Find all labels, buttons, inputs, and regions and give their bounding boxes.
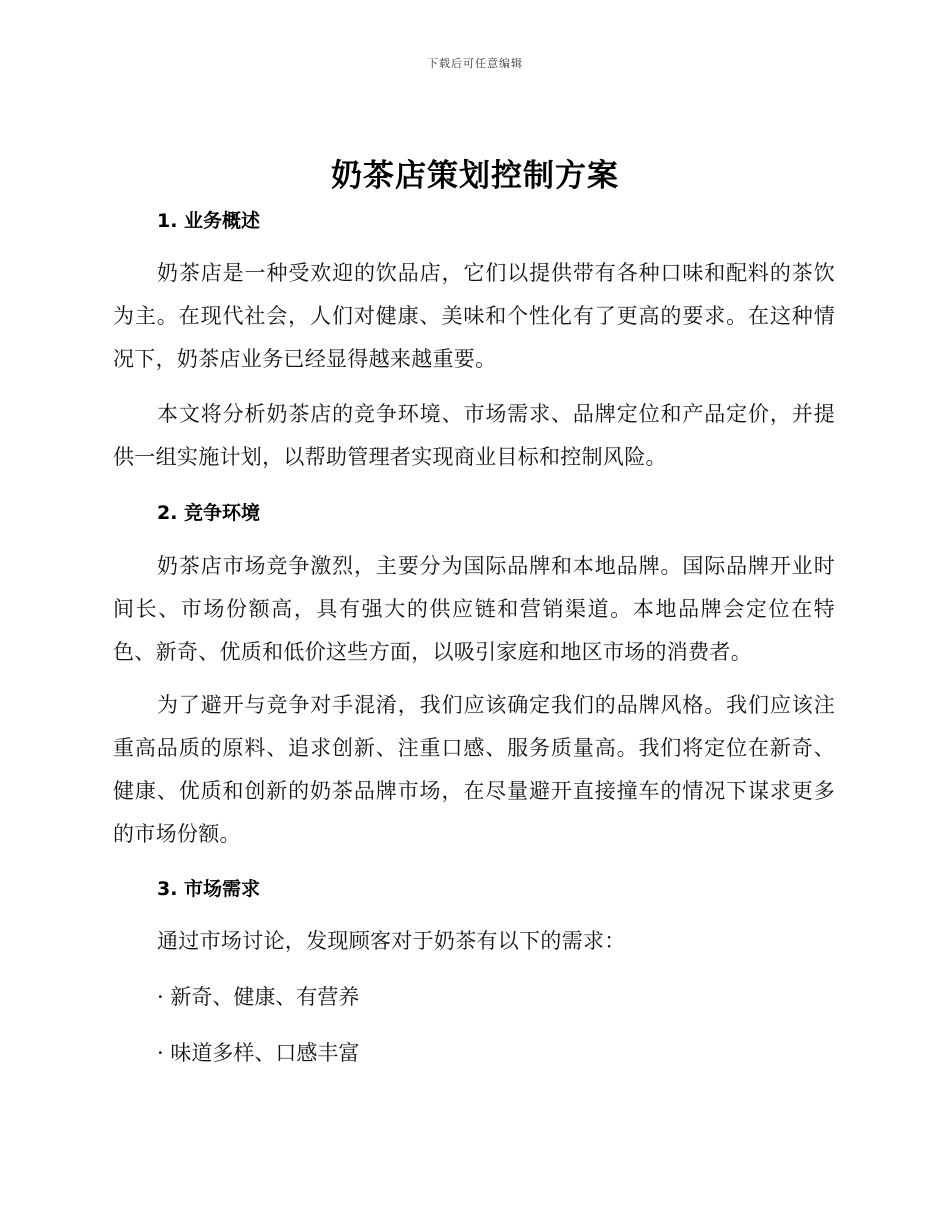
header-note: 下载后可任意编辑	[427, 57, 523, 70]
section-1-paragraph-2: 本文将分析奶茶店的竞争环境、市场需求、品牌定位和产品定价，并提供一组实施计划，以帮助管理者实现商业目标和控制风险。	[113, 402, 835, 469]
section-heading-3: 3. 市场需求	[157, 878, 261, 900]
section-heading-1: 1. 业务概述	[157, 210, 261, 232]
section-3-paragraph-1: 通过市场讨论，发现顾客对于奶茶有以下的需求：	[157, 929, 626, 953]
section-heading-2: 2. 竞争环境	[157, 502, 261, 524]
section-1-paragraph-1: 奶茶店是一种受欢迎的饮品店，它们以提供带有各种口味和配料的茶饮为主。在现代社会，人们对健康、美味和个性化有了更高的要求。在这种情况下，奶茶店业务已经显得越来越重要。	[113, 261, 835, 371]
document-title: 奶茶店策划控制方案	[331, 158, 619, 194]
bullet-item-1: · 新奇、健康、有营养	[157, 985, 360, 1009]
bullet-item-2: · 味道多样、口感丰富	[157, 1041, 360, 1065]
section-2-paragraph-2: 为了避开与竞争对手混淆，我们应该确定我们的品牌风格。我们应该注重高品质的原料、追求创新、注重口感、服务质量高。我们将定位在新奇、健康、优质和创新的奶茶品牌市场，在尽量避开直接撞车的情况下谋求更多的市场份额。	[113, 693, 835, 846]
section-2-paragraph-1: 奶茶店市场竞争激烈，主要分为国际品牌和本地品牌。国际品牌开业时间长、市场份额高，具有强大的供应链和营销渠道。本地品牌会定位在特色、新奇、优质和低价这些方面，以吸引家庭和地区市场的消费者。	[113, 554, 835, 664]
